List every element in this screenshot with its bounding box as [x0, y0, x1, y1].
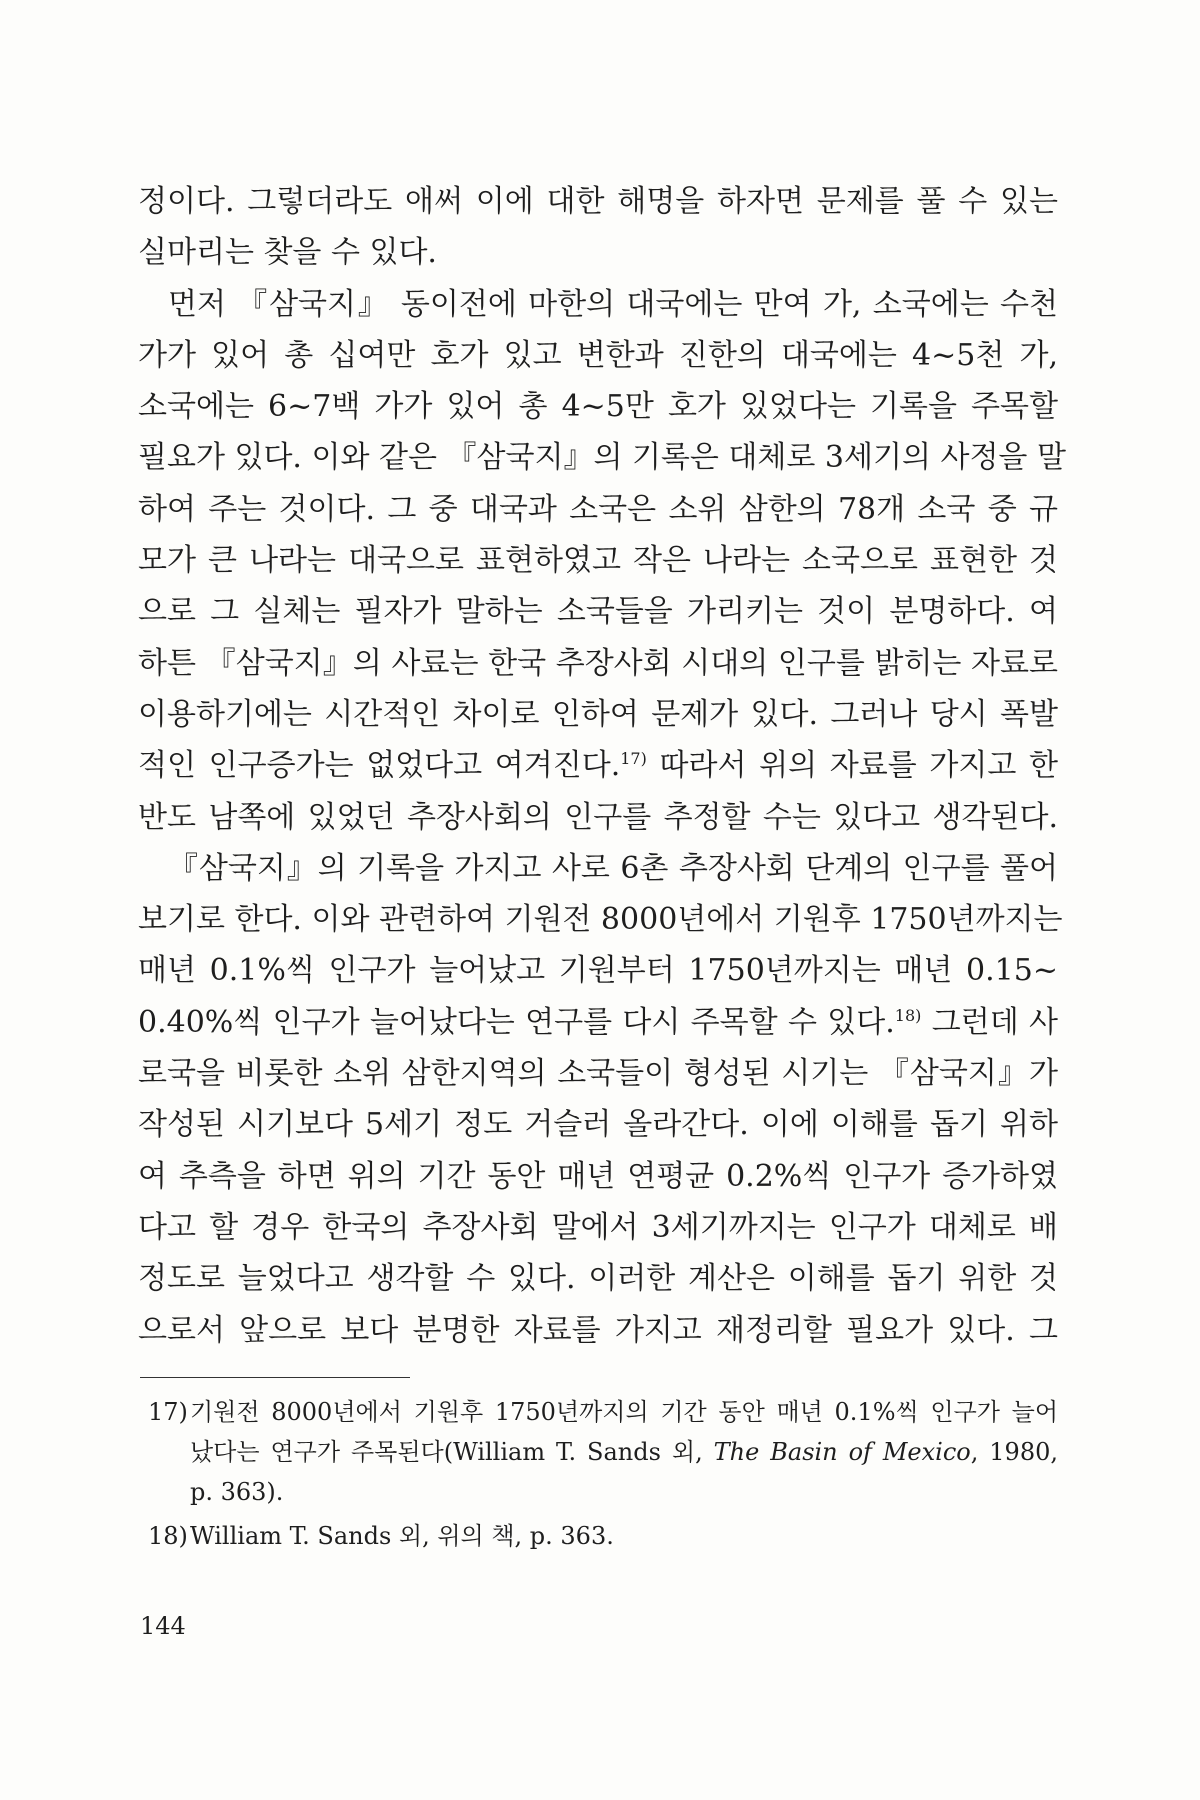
book-title: The Basin of Mexico	[713, 1438, 971, 1466]
text-segment: 그런데 사	[931, 1004, 1058, 1040]
text-line: 정도로 늘었다고 생각할 수 있다. 이러한 계산은 이해를 돕기 위한 것	[138, 1261, 1058, 1297]
text-line: 으로서 앞으로 보다 분명한 자료를 가지고 재정리할 필요가 있다. 그	[138, 1312, 1058, 1348]
footnote-text: William T. Sands 외, 위의 책, p. 363.	[190, 1522, 614, 1550]
text-line: 하튼 『삼국지』의 사료는 한국 추장사회 시대의 인구를 밝히는 자료로	[138, 645, 1058, 681]
page-number: 144	[140, 1612, 186, 1640]
text-line: 정이다. 그렇더라도 애써 이에 대한 해명을 하자면 문제를 풀 수 있는	[138, 184, 1058, 219]
text-line: 로국을 비롯한 소위 삼한지역의 소국들이 형성된 시기는 『삼국지』가	[138, 1056, 1058, 1092]
text-line: 이용하기에는 시간적인 차이로 인하여 문제가 있다. 그러나 당시 폭발	[138, 696, 1058, 732]
footnote-text: 기원전 8000년에서 기원후 1750년까지의 기간 동안 매년 0.1%씩 인구가 늘어	[190, 1398, 1058, 1426]
text-line: 『삼국지』의 기록을 가지고 사로 6촌 추장사회 단계의 인구를 풀어	[168, 850, 1058, 886]
text-line: 작성된 시기보다 5세기 정도 거슬러 올라간다. 이에 이해를 돕기 위하	[138, 1107, 1058, 1143]
text-line-with-ref	[138, 997, 1058, 1048]
text-line: 실마리는 찾을 수 있다.	[138, 235, 437, 271]
text-line: 소국에는 6~7백 가가 있어 총 4~5만 호가 있었다는 기록을 주목할	[138, 389, 1058, 425]
footnote-line	[148, 1392, 1058, 1432]
text-segment: 따라서 위의 자료를 가지고 한	[659, 748, 1058, 784]
footnote-divider	[140, 1377, 410, 1378]
footnote-number: 18)	[148, 1522, 188, 1550]
text-line: 먼저 『삼국지』 동이전에 마한의 대국에는 만여 가, 소국에는 수천	[168, 286, 1058, 322]
body-text	[138, 176, 1066, 1356]
text-line: 보기로 한다. 이와 관련하여 기원전 8000년에서 기원후 1750년까지는	[138, 902, 1063, 938]
text-line: 다고 할 경우 한국의 추장사회 말에서 3세기까지는 인구가 대체로 배	[138, 1209, 1058, 1245]
text-line: 가가 있어 총 십여만 호가 있고 변한과 진한의 대국에는 4~5천 가,	[138, 337, 1058, 373]
footnote-text: 났다는 연구가 주목된다(William T. Sands 외,	[190, 1438, 703, 1466]
footnote-18	[148, 1516, 1058, 1556]
text-line: 하여 주는 것이다. 그 중 대국과 소국은 소위 삼한의 78개 소국 중 규	[138, 491, 1058, 527]
text-line: 모가 큰 나라는 대국으로 표현하였고 작은 나라는 소국으로 표현한 것	[138, 543, 1058, 579]
text-line: 필요가 있다. 이와 같은 『삼국지』의 기록은 대체로 3세기의 사정을 말	[138, 440, 1066, 476]
footnote-line: p. 363).	[190, 1478, 284, 1506]
footnote-17	[148, 1392, 1058, 1512]
footnote-ref-18: 18)	[894, 1005, 922, 1025]
text-line: 여 추측을 하면 위의 기간 동안 매년 연평균 0.2%씩 인구가 증가하였	[138, 1158, 1058, 1194]
text-line: 반도 남쪽에 있었던 추장사회의 인구를 추정할 수는 있다고 생각된다.	[138, 799, 1058, 835]
footnote-line	[148, 1432, 1058, 1472]
text-segment: 적인 인구증가는 없었다고 여겨진다.	[138, 748, 621, 784]
text-line: 매년 0.1%씩 인구가 늘어났고 기원부터 1750년까지는 매년 0.15~	[138, 953, 1058, 989]
footnote-ref-17: 17)	[620, 749, 647, 769]
footnote-line	[148, 1516, 1058, 1556]
footnotes	[148, 1392, 1058, 1560]
footnote-number: 17)	[148, 1398, 188, 1426]
footnote-text: , 1980,	[970, 1438, 1058, 1466]
text-segment: 0.40%씩 인구가 늘어났다는 연구를 다시 주목할 수 있다.	[138, 1004, 895, 1040]
text-line: 으로 그 실체는 필자가 말하는 소국들을 가리키는 것이 분명하다. 여	[138, 594, 1058, 630]
text-line-with-ref	[138, 740, 1058, 791]
